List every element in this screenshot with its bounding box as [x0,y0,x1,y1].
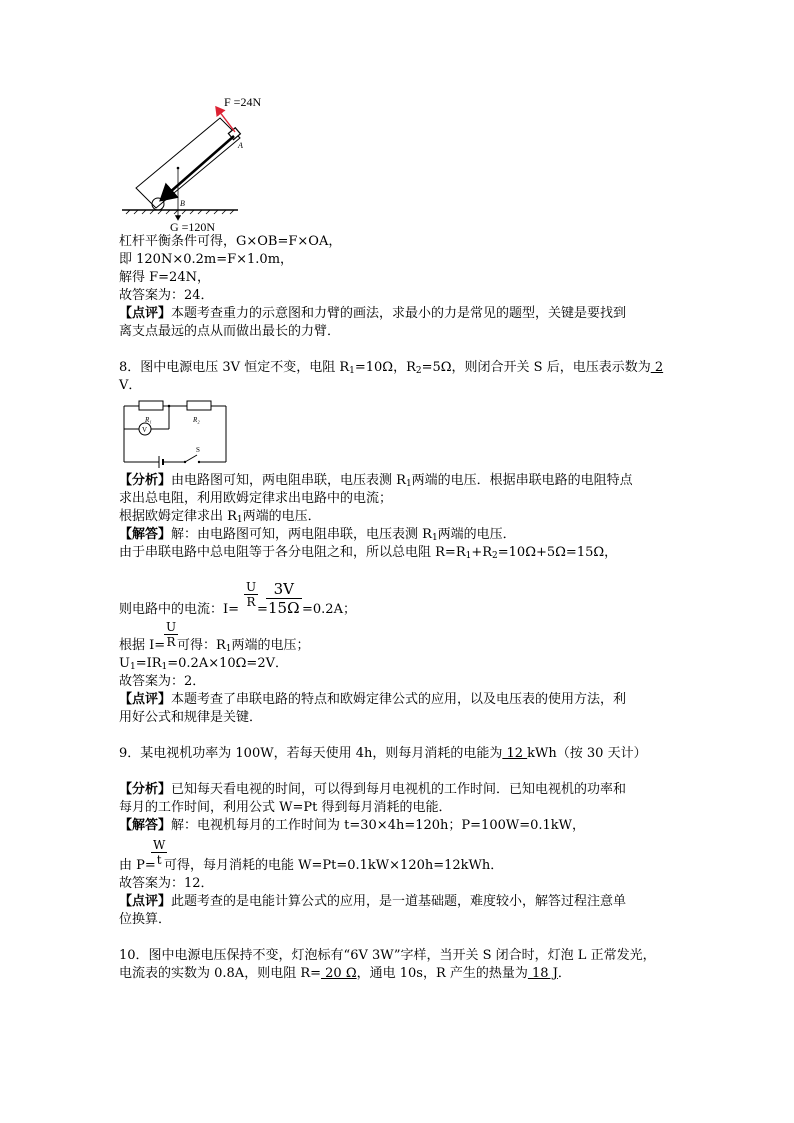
q8-solve-1: 【解答】解：由电路图可知，两电阻串联，电压表测 $R_1$两端的电压． [119,527,516,543]
q10-line-2: 电流表的实数为 0.8A，则电阻 R= 20 Ω，通电 10s，R 产生的热量为 18 J． [119,966,571,981]
q8-frac-u-r-2: $\frac{U}{R}$ [166,620,177,649]
q8-answer: 2 [650,360,664,375]
q8-u1: $U_1=IR_1=0.2A\times 10\Omega=2V$． [119,656,288,672]
q8-stem: 8．图中电源电压 3V 恒定不变，电阻 $R_1=10\Omega$，$R_2=5\Omega$，则闭合开关 S 后，电压表示数为 2 [119,360,664,376]
q8-analysis-3: 根据欧姆定律求出 $R_1$两端的电压． [119,509,321,525]
q10-line-1: 10．图中电源电压保持不变，灯泡标有“6V 3W”字样，当开关 S 闭合时，灯泡 L 正常发光， [119,948,656,963]
q8-comment-2: 用好公式和规律是关键． [119,710,263,725]
point-a-label: A [238,141,243,150]
q9-by-rest: 可得，每月消耗的电能 W=Pt=0.1kW×120h=12kWh． [164,858,504,873]
resistor-r1 [139,401,163,410]
q9-comment-2: 位换算． [119,912,172,927]
point-b-label: B [180,199,185,208]
q8-current-result: =0.2A； [302,602,356,617]
q8-current-prefix: 则电路中的电流：I= [119,602,240,617]
q8-by-prefix: 根据 I= [119,638,166,653]
p7-line-3: 解得 F=24N， [119,270,210,285]
q8-unit: V． [119,378,142,393]
gravity-label: G =120N [170,220,216,232]
q9-solve-1: 【解答】解：电视机每月的工作时间为 t=30×4h=120h；P=100W=0.1kW， [119,818,586,833]
q8-final: 故答案为：2． [119,674,206,689]
q10-answer-heat: 18 J [527,966,558,981]
p7-line-1: 杠杆平衡条件可得，G×OB=F×OA， [119,234,342,249]
svg-text:R₂: R₂ [193,416,200,424]
lever-arm-line [161,136,234,200]
q8-frac-u-r: $\frac{U}{R}$ [246,580,257,609]
force-label: F =24N [224,95,262,109]
lever-diagram [118,92,278,232]
q8-analysis-2: 求出总电阻，利用欧姆定律求出电路中的电流； [119,491,393,506]
q9-answer: 12 [502,746,528,761]
q8-eq: = [257,602,268,617]
q8-frac-3v-15: $\frac{3V}{15\Omega}$ [268,580,300,617]
p7-line-2: 即 120N×0.2m=F×1.0m， [119,252,294,267]
q9-by-prefix: 由 P= [119,858,156,873]
q9-analysis-1: 【分析】已知每天看电视的时间，可以得到每月电视机的工作时间．已知电视机的功率和 [119,782,627,797]
board-rectangle [136,118,240,208]
svg-text:S: S [196,446,200,454]
q9-analysis-2: 每月的工作时间，利用公式 W=Pt 得到每月消耗的电能． [119,800,452,815]
q9-frac-w-t: $\frac{W}{t}$ [153,838,166,867]
svg-text:V: V [142,426,148,434]
q8-analysis-1: 【分析】由电路图可知，两电阻串联，电压表测 $R_1$两端的电压．根据串联电路的电阻特点 [119,473,633,489]
q9-final: 故答案为：12． [119,876,214,891]
q8-by-rest: 可得：$R_1$两端的电压； [177,638,310,654]
p7-comment-2: 离支点最远的点从而做出最长的力臂． [119,324,341,339]
q8-comment-1: 【点评】本题考查了串联电路的特点和欧姆定律公式的应用，以及电压表的使用方法，利 [119,692,627,707]
q9-stem: 9．某电视机功率为 100W，若每天使用 4h，则每月消耗的电能为 12 kWh（按 30 天计） [119,746,647,761]
p7-line-4: 故答案为：24． [119,288,214,303]
switch-s [185,455,197,462]
q10-answer-r: 20 Ω [321,966,357,981]
q9-comment-1: 【点评】此题考查的是电能计算公式的应用，是一道基础题，难度较小，解答过程注意单 [119,894,627,909]
q8-solve-2: 由于串联电路中总电阻等于各分电阻之和，所以总电阻 $R=R_1+R_2=10\Omega+5\Omega=15\Omega$， [119,545,618,561]
p7-comment-1: 【点评】本题考查重力的示意图和力臂的画法，求最小的力是常见的题型，关键是要找到 [119,306,627,321]
svg-text:R₁: R₁ [145,416,152,424]
resistor-r2 [187,401,211,410]
q8-circuit-diagram [119,396,231,468]
